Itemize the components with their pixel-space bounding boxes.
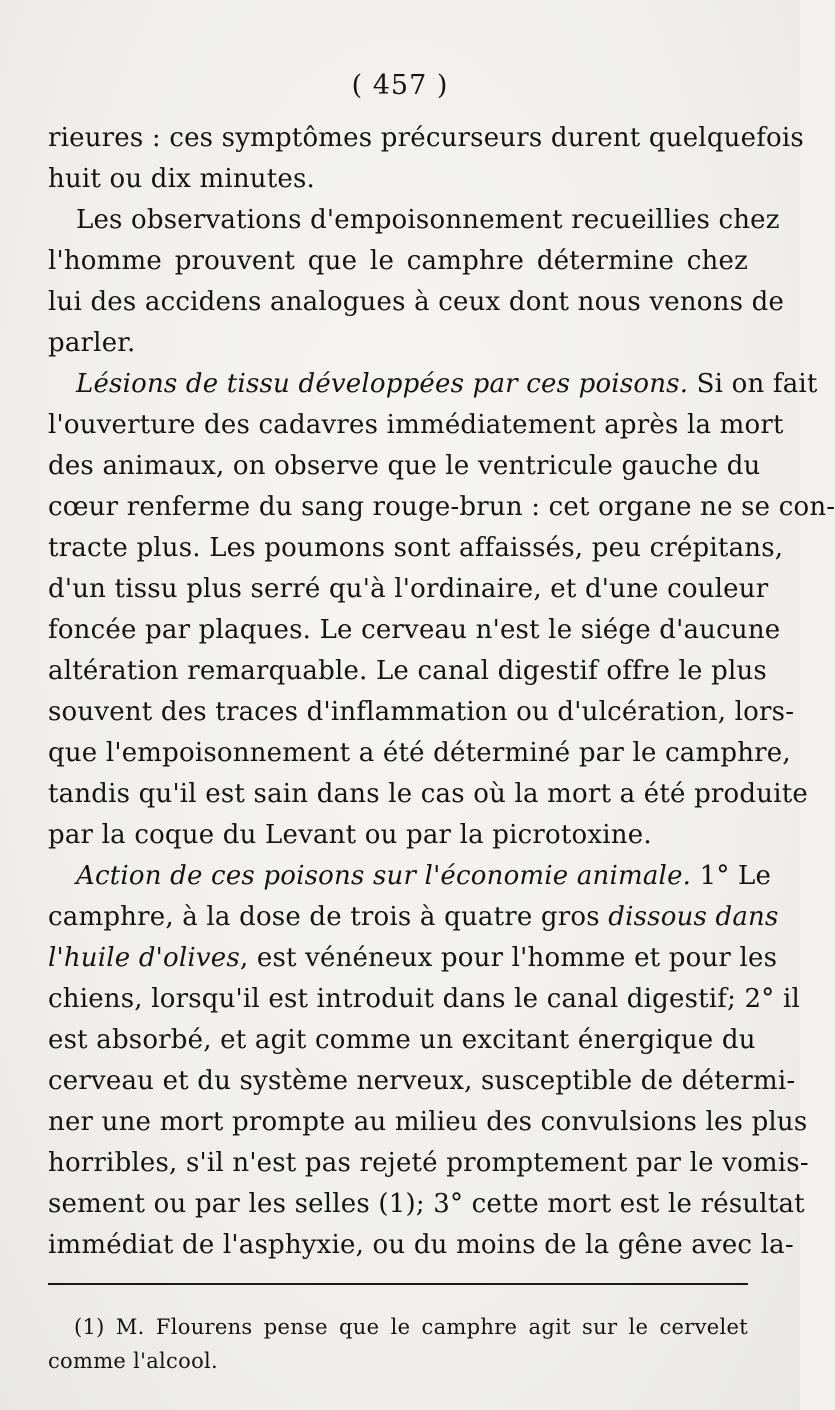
text-line: l'ouverture des cadavres immédiatement après la mort <box>48 410 784 440</box>
text-line: huit ou dix minutes. <box>48 164 315 194</box>
paragraph-start-line: Les observations d'empoisonnement recueillies chez <box>76 205 780 235</box>
italic-fragment: l'huile d'olives <box>48 943 240 973</box>
text-line: sement ou par les selles (1); 3° cette mort est le résultat <box>48 1189 805 1219</box>
text-line: lui des accidens analogues à ceux dont nous venons de <box>48 287 785 317</box>
text-line: que l'empoisonnement a été déterminé par le camphre, <box>48 738 791 768</box>
footnote-line: (1) M. Flourens pense que le camphre agit sur le cervelet <box>74 1315 748 1339</box>
footnote-line: comme l'alcool. <box>48 1349 218 1373</box>
text-line <box>48 897 779 938</box>
text-line: altération remarquable. Le canal digestif offre le plus <box>48 656 767 686</box>
text-line: cerveau et du système nerveux, susceptible de détermi- <box>48 1066 796 1096</box>
text-line: ner une mort prompte au milieu des convulsions les plus <box>48 1107 808 1137</box>
footnote-divider <box>48 1283 748 1285</box>
text-line: horribles, s'il n'est pas rejeté promptement par le vomis- <box>48 1148 809 1178</box>
text-line <box>48 938 778 979</box>
section-heading-line <box>48 364 818 405</box>
section-heading-lesions: Lésions de tissu développées par ces poisons. <box>76 369 689 399</box>
text-line: rieures : ces symptômes précurseurs durent quelquefois <box>48 123 804 153</box>
text-line: parler. <box>48 328 136 358</box>
text-line: des animaux, on observe que le ventricule gauche du <box>48 451 761 481</box>
text-line: immédiat de l'asphyxie, ou du moins de la gêne avec la- <box>48 1230 794 1260</box>
text-line: souvent des traces d'inflammation ou d'ulcération, lors- <box>48 697 795 727</box>
text-line: chiens, lorsqu'il est introduit dans le canal digestif; 2° il <box>48 984 800 1014</box>
footnote <box>48 1310 748 1378</box>
text-fragment: , est vénéneux pour l'homme et pour les <box>239 943 778 973</box>
text-line: tracte plus. Les poumons sont affaissés, peu crépitans, <box>48 533 784 563</box>
text-line: d'un tissu plus serré qu'à l'ordinaire, et d'une couleur <box>48 574 769 604</box>
text-line: tandis qu'il est sain dans le cas où la mort a été produite <box>48 779 808 809</box>
text-line: foncée par plaques. Le cerveau n'est le siége d'aucune <box>48 615 781 645</box>
section-heading-action: Action de ces poisons sur l'économie animale. <box>76 861 692 891</box>
text-fragment: 1° Le <box>691 861 772 891</box>
text-line: cœur renferme du sang rouge-brun : cet organe ne se con- <box>48 492 835 522</box>
text-line: par la coque du Levant ou par la picrotoxine. <box>48 820 652 850</box>
section-heading-line <box>48 856 772 897</box>
page-number: ( 457 ) <box>351 70 449 101</box>
text-line: l'homme prouvent que le camphre détermine chez <box>48 246 748 276</box>
italic-fragment: dissous dans <box>608 902 779 932</box>
body-text <box>48 118 835 1266</box>
text-fragment: camphre, à la dose de trois à quatre gros <box>48 902 609 932</box>
text-fragment: Si on fait <box>688 369 818 399</box>
text-line: est absorbé, et agit comme un excitant énergique du <box>48 1025 756 1055</box>
